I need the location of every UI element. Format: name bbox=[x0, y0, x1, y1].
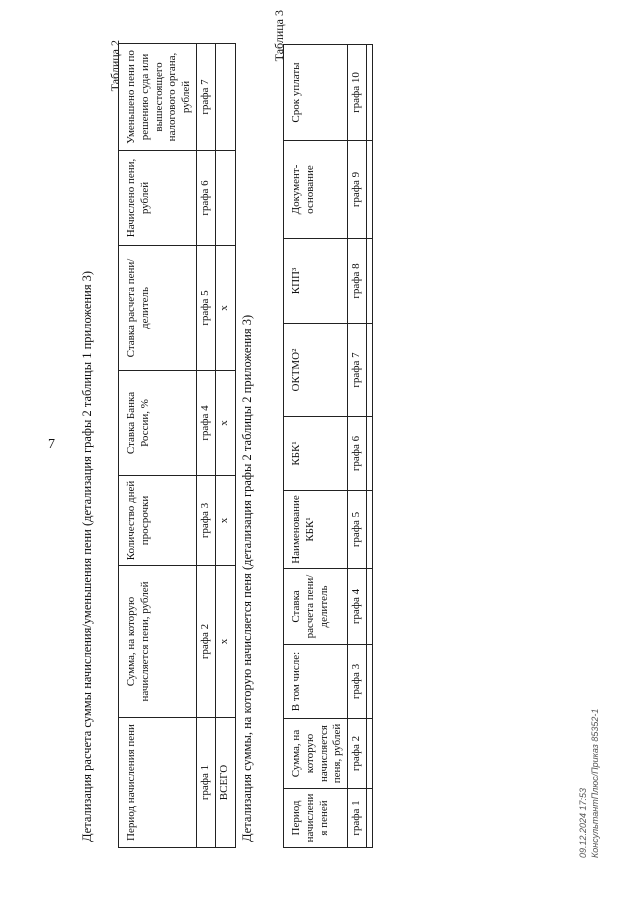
table2-column-number: графа 7 bbox=[196, 44, 215, 151]
table3-header-cell: Срок уплаты bbox=[284, 45, 348, 141]
table3-column-number: графа 7 bbox=[348, 324, 367, 417]
table3-column-number: графа 9 bbox=[348, 141, 367, 239]
table2-column-number: графа 4 bbox=[196, 371, 215, 476]
table3-column-number: графа 3 bbox=[348, 645, 367, 719]
table3-empty-cell bbox=[366, 491, 372, 569]
table2-header-cell: Период начисления пени bbox=[119, 718, 197, 848]
table3-header-cell: Документ-основание bbox=[284, 141, 348, 239]
table2-header-row bbox=[119, 44, 197, 848]
table3-empty-row bbox=[366, 45, 372, 848]
table2-total-cell bbox=[215, 151, 235, 246]
table2-header-cell: Количество дней просрочки bbox=[119, 476, 197, 566]
table3-column-numbers-row bbox=[348, 45, 367, 848]
table2-total-cell: х bbox=[215, 566, 235, 718]
table3-header-cell: Ставка расчета пени/делитель bbox=[284, 569, 348, 645]
table2-column-number: графа 5 bbox=[196, 246, 215, 371]
table3-wrapper bbox=[283, 44, 373, 848]
table2-column-number: графа 2 bbox=[196, 566, 215, 718]
page-number: 7 bbox=[48, 437, 55, 452]
table3-column-number: графа 5 bbox=[348, 491, 367, 569]
table3 bbox=[283, 44, 373, 848]
table3-empty-cell bbox=[366, 141, 372, 239]
table3-empty-cell bbox=[366, 719, 372, 789]
table2-total-cell: х bbox=[215, 371, 235, 476]
table3-header-cell: Наименование КБК¹ bbox=[284, 491, 348, 569]
table3-header-row bbox=[284, 45, 348, 848]
table3-column-number: графа 1 bbox=[348, 789, 367, 848]
table3-empty-cell bbox=[366, 645, 372, 719]
table3-empty-cell bbox=[366, 45, 372, 141]
table3-header-cell: КПП³ bbox=[284, 239, 348, 324]
table3-header-cell: Период начисления пеней bbox=[284, 789, 348, 848]
footer-stamp-line2: КонсультантПлюс/Приказ 85352-1 bbox=[589, 708, 600, 858]
table3-column-number: графа 4 bbox=[348, 569, 367, 645]
table2 bbox=[118, 43, 236, 848]
table3-header-cell: ОКТМО² bbox=[284, 324, 348, 417]
table2-header-cell: Уменьшено пени по решению суда или вышестоящего налогового органа, рублей bbox=[119, 44, 197, 151]
table3-column-number: графа 6 bbox=[348, 417, 367, 491]
table2-total-cell: ВСЕГО bbox=[215, 718, 235, 848]
table3-caption: Таблица 3 bbox=[272, 10, 286, 62]
table3-header-cell: В том числе: bbox=[284, 645, 348, 719]
table3-empty-cell bbox=[366, 417, 372, 491]
table2-caption: Таблица 2 bbox=[108, 40, 122, 92]
table2-column-numbers-row bbox=[196, 44, 215, 848]
table3-header-cell: КБК¹ bbox=[284, 417, 348, 491]
table2-total-cell: х bbox=[215, 476, 235, 566]
table3-heading: Детализация суммы, на которую начисляется пеня (детализация графы 2 таблицы 2 приложения 3) bbox=[240, 314, 254, 842]
table2-column-number: графа 3 bbox=[196, 476, 215, 566]
table2-wrapper bbox=[118, 43, 236, 848]
table3-empty-cell bbox=[366, 239, 372, 324]
table2-heading: Детализация расчета суммы начисления/уменьшения пени (детализация графы 2 таблицы 1 приложения 3) bbox=[80, 270, 94, 842]
table3-empty-cell bbox=[366, 789, 372, 848]
table2-column-number: графа 1 bbox=[196, 718, 215, 848]
table2-column-number: графа 6 bbox=[196, 151, 215, 246]
table2-header-cell: Ставка расчета пени/делитель bbox=[119, 246, 197, 371]
table3-column-number: графа 10 bbox=[348, 45, 367, 141]
table3-column-number: графа 8 bbox=[348, 239, 367, 324]
table2-header-cell: Сумма, на которую начисляется пени, рублей bbox=[119, 566, 197, 718]
table2-header-cell: Начислено пени, рублей bbox=[119, 151, 197, 246]
table2-header-cell: Ставка Банка России, % bbox=[119, 371, 197, 476]
table3-column-number: графа 2 bbox=[348, 719, 367, 789]
footer-stamp-line1: 09.12.2024 17:53 bbox=[578, 787, 588, 858]
table2-total-cell: х bbox=[215, 246, 235, 371]
table2-total-cell bbox=[215, 44, 235, 151]
table3-header-cell: Сумма, на которую начисляется пеня, рублей bbox=[284, 719, 348, 789]
table2-total-row bbox=[215, 44, 235, 848]
footer-stamp bbox=[578, 709, 601, 858]
table3-empty-cell bbox=[366, 569, 372, 645]
table3-empty-cell bbox=[366, 324, 372, 417]
